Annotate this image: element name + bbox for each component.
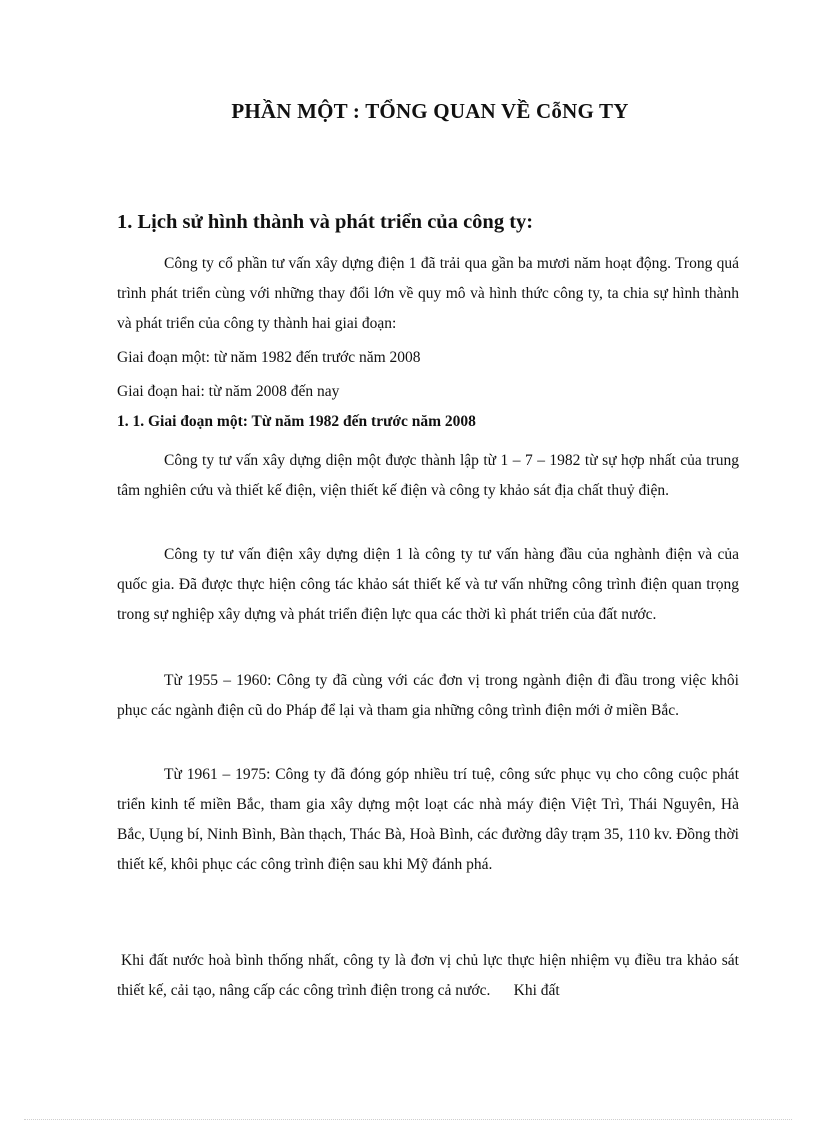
page-title: PHẦN MỘT : TỔNG QUAN VỀ CỗNG TY: [231, 99, 629, 123]
paragraph-leading-company: Công ty tư vấn điện xây dựng diện 1 là công ty tư vấn hàng đầu của nghành điện và của quốc gia. Đã được thực hiện công tác khảo sát thiết kế và tư vấn những công trình điện quan trọng trong sự nghiệp xây dựng và phát triển điện lực qua các thời kì phát triển của đất nước.: [117, 546, 739, 623]
phase-two-line: Giai đoạn hai: từ năm 2008 đến nay: [117, 383, 340, 400]
paragraph-unification: Khi đất nước hoà bình thống nhất, công ty là đơn vị chủ lực thực hiện nhiệm vụ điều tra khảo sát thiết kế, cải tạo, nâng cấp các công trình điện trong cả nước. Khi đất: [117, 952, 743, 999]
page-bottom-divider: [24, 1119, 792, 1120]
intro-paragraph: Công ty cổ phần tư vấn xây dựng điện 1 đã trải qua gần ba mươi năm hoạt động. Trong quá trình phát triển cùng với những thay đổi lớn về quy mô và hình thức công ty, ta chia sự hình thành và phát triển của công ty thành hai giai đoạn:: [117, 255, 739, 332]
section-heading-history: 1. Lịch sử hình thành và phát triển của công ty:: [117, 211, 534, 233]
phase-one-line: Giai đoạn một: từ năm 1982 đến trước năm 2008: [117, 349, 421, 366]
paragraph-1961-1975: Từ 1961 – 1975: Công ty đã đóng góp nhiều trí tuệ, công sức phục vụ cho công cuộc phát triển kinh tế miền Bắc, tham gia xây dựng một loạt các nhà máy điện Việt Trì, Thái Nguyên, Hà Bắc, Uụng bí, Ninh Bình, Bàn thạch, Thác Bà, Hoà Bình, các đường dây trạm 35, 110 kv. Đồng thời thiết kế, khôi phục các công trình điện sau khi Mỹ đánh phá.: [117, 766, 739, 873]
paragraph-founding: Công ty tư vấn xây dựng diện một được thành lập từ 1 – 7 – 1982 từ sự hợp nhất của trung tâm nghiên cứu và thiết kế điện, viện thiết kế điện và công ty khảo sát địa chất thuỷ điện.: [117, 452, 739, 499]
paragraph-1955-1960: Từ 1955 – 1960: Công ty đã cùng với các đơn vị trong ngành điện đi đầu trong việc khôi phục các ngành điện cũ do Pháp để lại và tham gia những công trình điện mới ở miền Bắc.: [117, 672, 739, 719]
subsection-heading-phase-one: 1. 1. Giai đoạn một: Từ năm 1982 đến trước năm 2008: [117, 413, 476, 430]
